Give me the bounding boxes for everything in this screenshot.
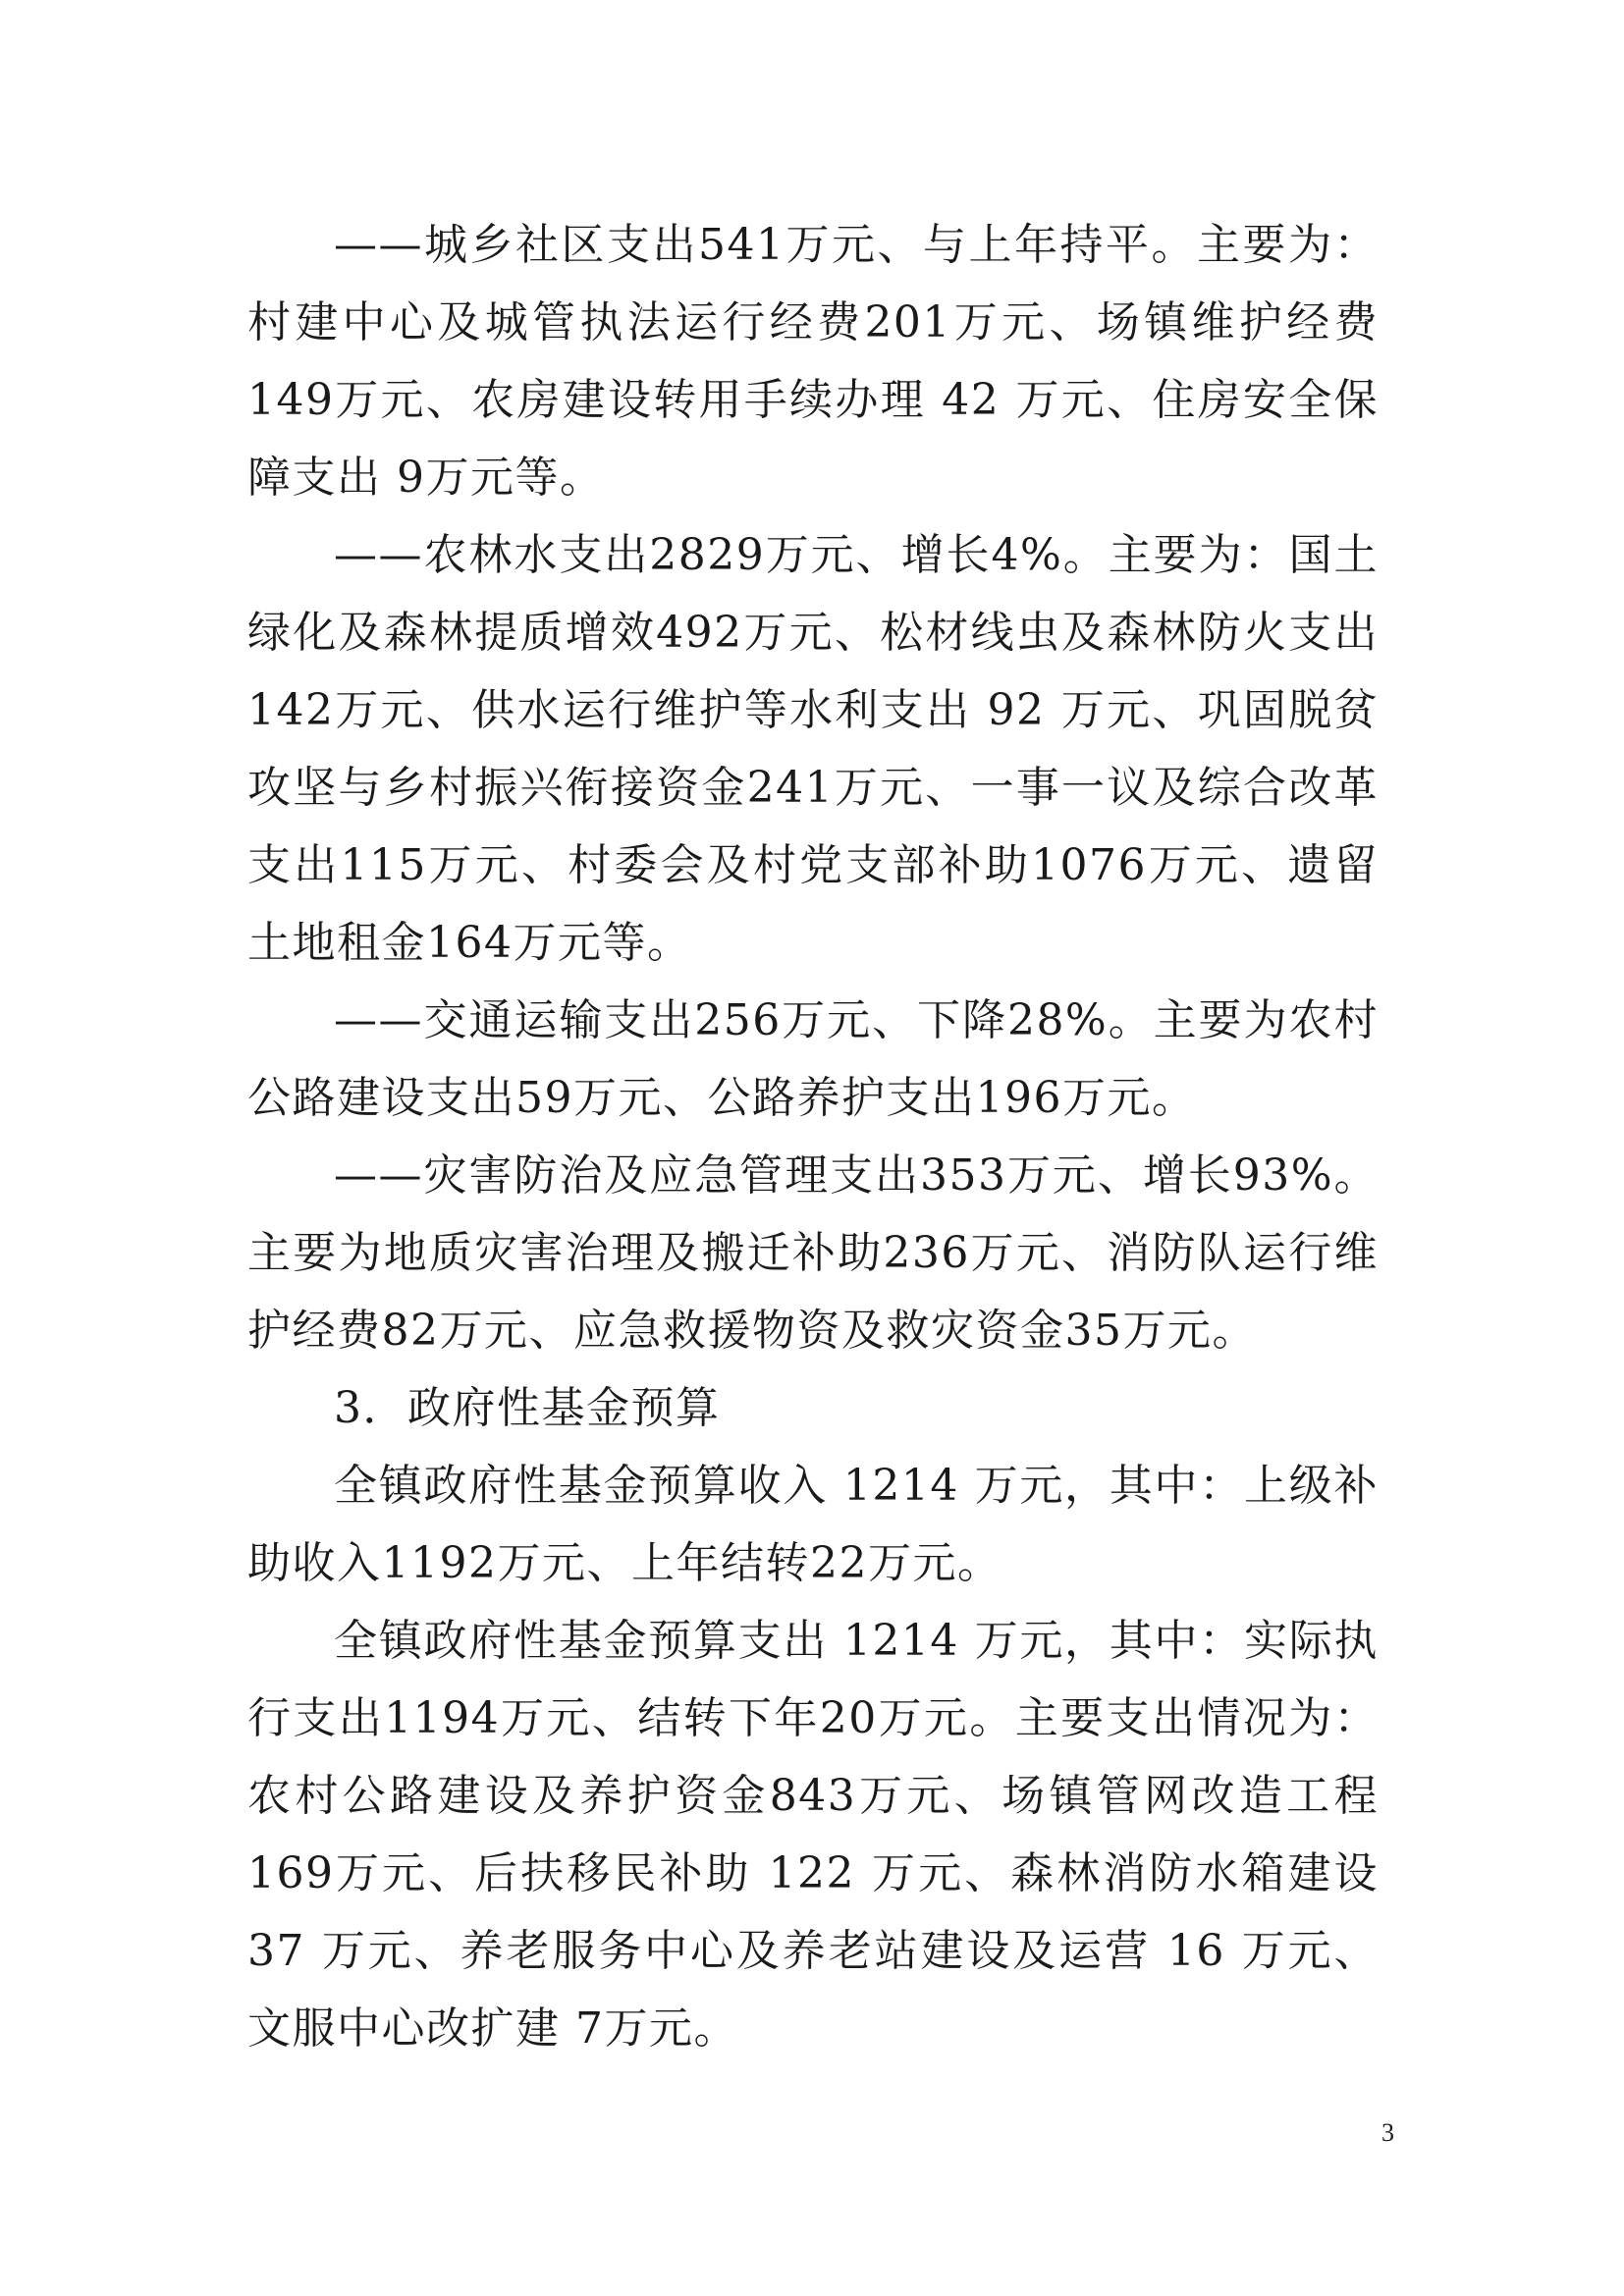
paragraph-agriculture-forestry-water: ——农林水支出2829万元、增长4%。主要为：国土绿化及森林提质增效492万元、松材线虫及森林防火支出142万元、供水运行维护等水利支出 92 万元、巩固脱贫攻坚与乡村振兴衔接资金241万元、一事一议及综合改革支出115万元、村委会及村党支部补助1076万元、遗留土地租金164万元等。: [247, 530, 1379, 968]
paragraph-disaster-prevention: ——灾害防治及应急管理支出353万元、增长93%。主要为地质灾害治理及搬迁补助236万元、消防队运行维护经费82万元、应急救援物资及救灾资金35万元。: [247, 1150, 1379, 1356]
section-heading-government-fund: 3．政府性基金预算: [334, 1383, 721, 1433]
paragraph-transportation: ——交通运输支出256万元、下降28%。主要为农村公路建设支出59万元、公路养护支出196万元。: [247, 995, 1379, 1123]
paragraph-fund-revenue: 全镇政府性基金预算收入 1214 万元，其中：上级补助收入1192万元、上年结转22万元。: [247, 1461, 1379, 1588]
body-text: [247, 206, 1379, 2067]
paragraph-urban-rural-community: ——城乡社区支出541万元、与上年持平。主要为：村建中心及城管执法运行经费201万元、场镇维护经费149万元、农房建设转用手续办理 42 万元、住房安全保障支出 9万元等。: [247, 220, 1379, 503]
page-number: 3: [1381, 2118, 1394, 2147]
paragraph-fund-expenditure: 全镇政府性基金预算支出 1214 万元，其中：实际执行支出1194万元、结转下年20万元。主要支出情况为：农村公路建设及养护资金843万元、场镇管网改造工程169万元、后扶移民补助 122 万元、森林消防水箱建设 37 万元、养老服务中心及养老站建设及运营 16 万元、文服中心改扩建 7万元。: [247, 1616, 1379, 2054]
